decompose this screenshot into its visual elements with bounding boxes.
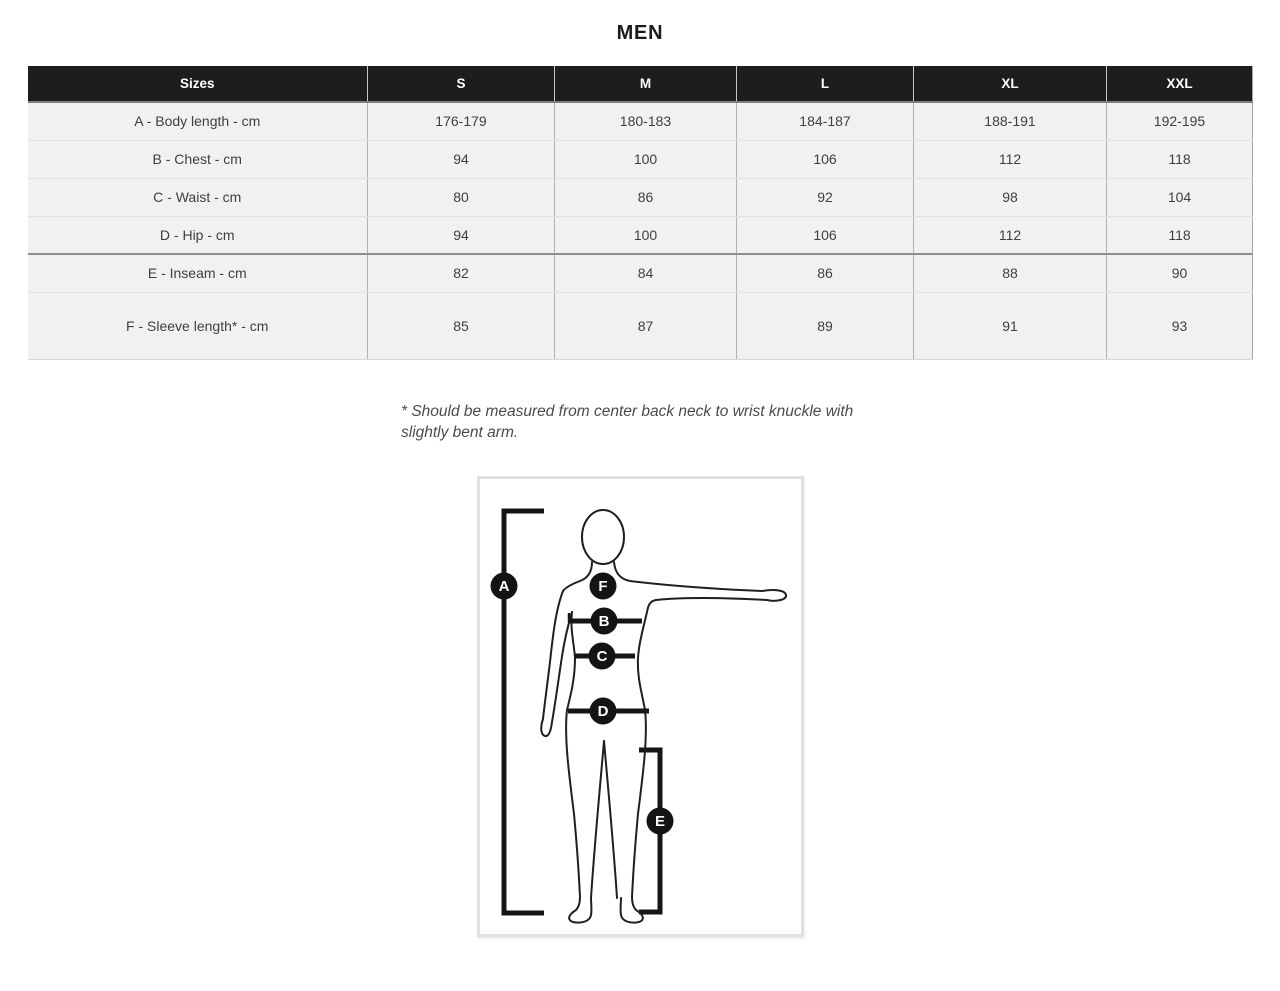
size-table	[28, 66, 1254, 360]
body-outline	[541, 510, 786, 923]
column-header-s: S	[368, 66, 555, 102]
table-cell: 93	[1107, 292, 1253, 359]
table-cell: 90	[1107, 254, 1253, 292]
column-header-xl: XL	[914, 66, 1107, 102]
marker-e-label: E	[654, 812, 665, 830]
table-cell: 88	[914, 254, 1107, 292]
table-cell: 188-191	[914, 102, 1107, 140]
size-table-body	[28, 102, 1253, 359]
body-measurement-diagram	[480, 479, 801, 934]
table-cell: 84	[555, 254, 737, 292]
table-cell: 176-179	[368, 102, 555, 140]
size-table-container	[28, 66, 1253, 360]
table-row-waist	[28, 178, 1253, 216]
table-cell: 87	[555, 292, 737, 359]
table-cell: 94	[368, 140, 555, 178]
table-cell: 112	[914, 140, 1107, 178]
table-cell: 192-195	[1107, 102, 1253, 140]
column-header-sizes: Sizes	[28, 66, 368, 102]
table-row-inseam	[28, 254, 1253, 292]
table-row-hip	[28, 216, 1253, 254]
table-cell: 104	[1107, 178, 1253, 216]
marker-c-label: C	[596, 647, 607, 665]
table-cell: 91	[914, 292, 1107, 359]
table-cell: 86	[555, 178, 737, 216]
table-cell: 94	[368, 216, 555, 254]
table-cell: 100	[555, 216, 737, 254]
measurement-figure-box	[477, 476, 804, 937]
marker-f-label: F	[597, 577, 608, 595]
table-cell: 180-183	[555, 102, 737, 140]
header-row	[28, 66, 1253, 102]
marker-b-label: B	[598, 612, 609, 630]
page-title: MEN	[616, 22, 664, 44]
row-label: B - Chest - cm	[28, 140, 368, 178]
table-cell: 118	[1107, 140, 1253, 178]
table-row-sleeve-length	[28, 292, 1253, 359]
table-cell: 106	[737, 140, 914, 178]
row-label: F - Sleeve length* - cm	[28, 292, 368, 359]
table-row-chest	[28, 140, 1253, 178]
marker-a-label: A	[498, 577, 509, 595]
table-cell: 118	[1107, 216, 1253, 254]
row-label: C - Waist - cm	[28, 178, 368, 216]
marker-d-label: D	[597, 702, 608, 720]
body-length-bracket	[504, 511, 544, 913]
row-label: D - Hip - cm	[28, 216, 368, 254]
table-row-body-length	[28, 102, 1253, 140]
row-label: E - Inseam - cm	[28, 254, 368, 292]
column-header-m: M	[555, 66, 737, 102]
table-cell: 82	[368, 254, 555, 292]
table-cell: 80	[368, 178, 555, 216]
table-cell: 92	[737, 178, 914, 216]
sleeve-measurement-note: * Should be measured from center back neck to wrist knuckle with slightly bent arm.	[401, 402, 854, 441]
table-cell: 106	[737, 216, 914, 254]
column-header-xxl: XXL	[1107, 66, 1253, 102]
table-cell: 86	[737, 254, 914, 292]
table-cell: 100	[555, 140, 737, 178]
table-cell: 85	[368, 292, 555, 359]
row-label: A - Body length - cm	[28, 102, 368, 140]
table-cell: 184-187	[737, 102, 914, 140]
size-table-header	[28, 66, 1253, 102]
column-header-l: L	[737, 66, 914, 102]
table-cell: 89	[737, 292, 914, 359]
table-cell: 112	[914, 216, 1107, 254]
table-cell: 98	[914, 178, 1107, 216]
